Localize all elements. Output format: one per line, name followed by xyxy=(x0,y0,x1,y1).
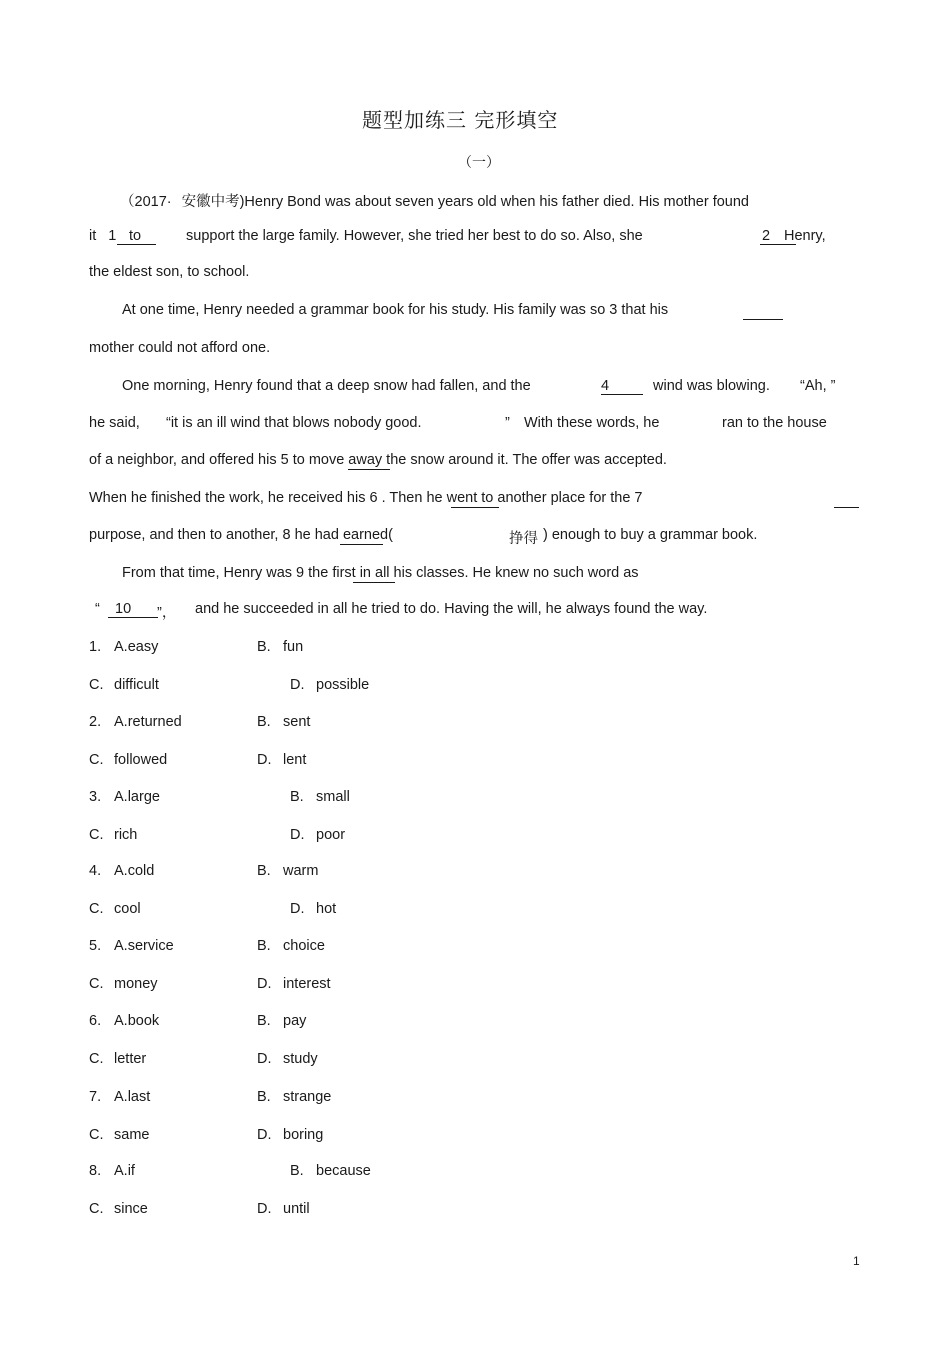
question-number: 2. xyxy=(89,714,102,730)
option-c: rich xyxy=(114,826,138,843)
option-b-letter: B. xyxy=(257,938,271,954)
option-a: A.returned xyxy=(114,714,182,730)
option-d: study xyxy=(283,1050,318,1067)
passage-text: support the large family. However, she tried her best to do so. Also, she xyxy=(186,228,643,244)
answer-blank xyxy=(601,378,643,395)
option-c: same xyxy=(114,1126,150,1143)
blank-number: 4 xyxy=(601,378,610,394)
option-d-letter: D. xyxy=(257,751,272,768)
answer-text: to xyxy=(129,228,142,244)
passage-text: ) enough to buy a grammar book. xyxy=(543,527,758,543)
option-d: lent xyxy=(283,751,307,768)
option-b: pay xyxy=(283,1013,307,1029)
blank-number: 10 xyxy=(115,601,132,617)
option-a: A.service xyxy=(114,938,174,954)
option-b-letter: B. xyxy=(257,714,271,730)
question-number: 3. xyxy=(89,789,102,805)
passage-text: purpose, and then to another, 8 he had earned( xyxy=(89,527,393,543)
option-d-letter: D. xyxy=(257,1126,272,1143)
option-b-letter: B. xyxy=(257,1013,271,1029)
option-b: because xyxy=(316,1163,371,1179)
option-c-letter: C. xyxy=(89,1200,104,1217)
option-d: boring xyxy=(283,1126,324,1143)
passage-text: Henry, xyxy=(784,228,826,244)
option-c: difficult xyxy=(114,676,159,693)
passage-text: “Ah, ” xyxy=(800,378,836,394)
answer-blank xyxy=(348,469,390,470)
passage-text: One morning, Henry found that a deep snow had fallen, and the xyxy=(122,378,531,394)
source-year: （2017· xyxy=(120,194,172,210)
passage-text: of a neighbor, and offered his 5 to move away the snow around it. The offer was accepted. xyxy=(89,452,667,468)
option-c-letter: C. xyxy=(89,900,104,917)
option-d: hot xyxy=(316,900,337,917)
passage-text: he said, xyxy=(89,415,140,431)
option-c: followed xyxy=(114,751,168,768)
passage-text: ” xyxy=(505,415,510,431)
section-label: （一） xyxy=(458,155,500,171)
option-c-letter: C. xyxy=(89,676,104,693)
page-title: 题型加练三 完形填空 xyxy=(362,108,559,132)
option-b-letter: B. xyxy=(257,1089,271,1105)
answer-blank xyxy=(108,601,158,618)
passage-text: When he finished the work, he received his 6 . Then he went to another place for the 7 xyxy=(89,490,643,506)
option-b-letter: B. xyxy=(257,863,271,879)
question-number: 7. xyxy=(89,1089,102,1105)
option-c-letter: C. xyxy=(89,1126,104,1143)
option-d-letter: D. xyxy=(257,975,272,992)
option-c: letter xyxy=(114,1050,147,1067)
answer-blank xyxy=(353,582,395,583)
question-number: 1. xyxy=(89,639,102,655)
option-d-letter: D. xyxy=(290,900,305,917)
passage-text: 挣得 xyxy=(509,531,538,547)
option-b-letter: B. xyxy=(290,789,304,805)
passage-text: )Henry Bond was about seven years old when his father died. His mother found xyxy=(239,194,749,210)
option-b-letter: B. xyxy=(257,639,271,655)
option-c-letter: C. xyxy=(89,1050,104,1067)
option-d: interest xyxy=(283,975,331,992)
question-number: 6. xyxy=(89,1013,102,1029)
option-c: cool xyxy=(114,900,141,917)
passage-text: ”， xyxy=(157,605,177,621)
option-a: A.cold xyxy=(114,863,155,879)
option-b: sent xyxy=(283,714,311,730)
passage-text: With these words, he xyxy=(524,415,660,431)
option-c-letter: C. xyxy=(89,751,104,768)
option-b: fun xyxy=(283,639,304,655)
option-b: strange xyxy=(283,1089,332,1105)
question-number: 4. xyxy=(89,863,102,879)
passage-text: “it is an ill wind that blows nobody good. xyxy=(166,415,422,431)
passage-text: mother could not afford one. xyxy=(89,340,271,356)
answer-blank xyxy=(834,507,859,508)
option-a: A.book xyxy=(114,1013,160,1029)
option-c-letter: C. xyxy=(89,975,104,992)
option-d-letter: D. xyxy=(290,826,305,843)
passage-text: it xyxy=(89,228,97,244)
passage-text: From that time, Henry was 9 the first in all his classes. He knew no such word as xyxy=(122,565,639,581)
source-exam: 安徽中考 xyxy=(181,194,240,210)
answer-blank xyxy=(117,228,156,245)
option-b: small xyxy=(316,789,350,805)
option-d: possible xyxy=(316,676,370,693)
option-a: A.large xyxy=(114,789,160,805)
option-d-letter: D. xyxy=(257,1200,272,1217)
blank-number: 1 xyxy=(108,228,117,244)
option-c-letter: C. xyxy=(89,826,104,843)
passage-line xyxy=(89,228,116,244)
option-d-letter: D. xyxy=(290,676,305,693)
answer-blank xyxy=(743,319,783,320)
option-b-letter: B. xyxy=(290,1163,304,1179)
option-a: A.last xyxy=(114,1089,151,1105)
passage-line xyxy=(89,527,393,543)
passage-text: At one time, Henry needed a grammar book for his study. His family was so 3 that his xyxy=(122,302,669,318)
option-b: choice xyxy=(283,938,325,954)
page-number: 1 xyxy=(853,1254,860,1268)
passage-text: and he succeeded in all he tried to do. Having the will, he always found the way. xyxy=(195,601,708,617)
option-c: money xyxy=(114,975,158,992)
passage-line xyxy=(120,190,749,211)
option-a: A.easy xyxy=(114,639,159,655)
option-c: since xyxy=(114,1200,148,1217)
option-b: warm xyxy=(283,863,319,879)
option-d-letter: D. xyxy=(257,1050,272,1067)
option-d: poor xyxy=(316,826,346,843)
option-a: A.if xyxy=(114,1163,135,1179)
passage-text: “ xyxy=(95,601,100,617)
passage-text: wind was blowing. xyxy=(653,378,770,394)
option-d: until xyxy=(283,1200,310,1217)
answer-blank xyxy=(340,544,383,545)
question-number: 5. xyxy=(89,938,102,954)
question-number: 8. xyxy=(89,1163,102,1179)
answer-blank xyxy=(451,507,499,508)
passage-text: the eldest son, to school. xyxy=(89,264,250,280)
blank-number: 2 xyxy=(762,228,771,244)
passage-text: ran to the house xyxy=(722,415,827,431)
